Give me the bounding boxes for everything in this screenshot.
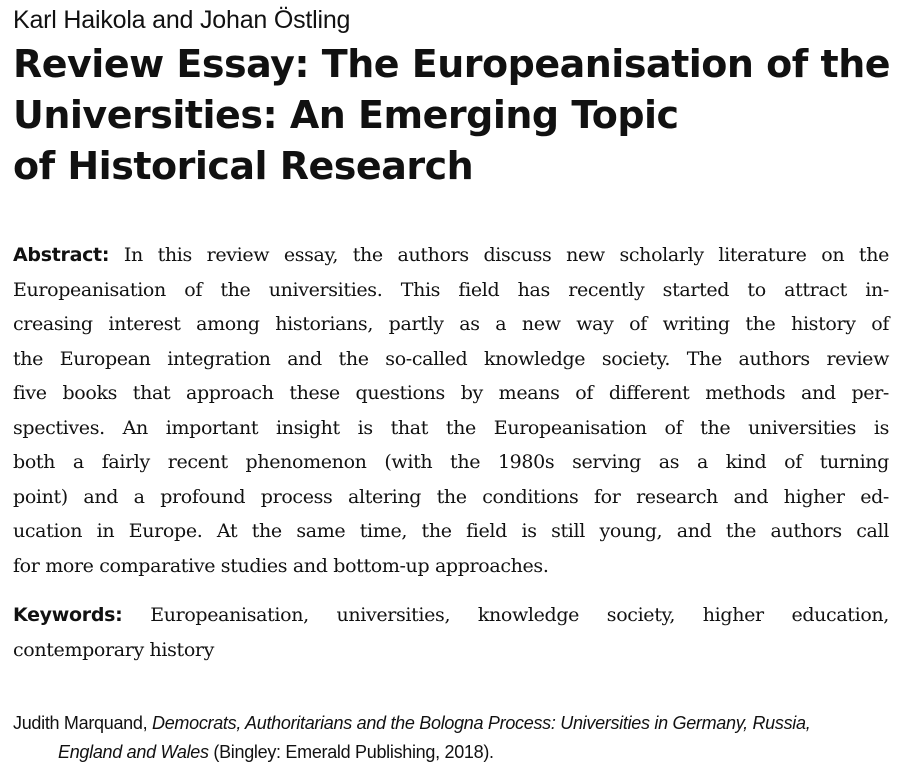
abstract-line: five books that approach these questions by means of different methods and per- bbox=[13, 382, 889, 404]
abstract-line bbox=[13, 238, 889, 273]
article-title bbox=[13, 39, 889, 192]
keywords-line: contemporary history bbox=[13, 638, 215, 661]
reference-line-2 bbox=[13, 738, 889, 767]
reference-title: Democrats, Authoritarians and the Bologna Process: Universities in Germany, Russia, bbox=[152, 713, 811, 733]
article-authors: Karl Haikola and Johan Östling bbox=[13, 6, 351, 34]
title-line-1: Review Essay: The Europeanisation of the bbox=[13, 42, 891, 86]
abstract-line: the European integration and the so-called knowledge society. The authors review bbox=[13, 347, 889, 370]
title-line-3: of Historical Research bbox=[13, 144, 474, 188]
abstract-line: spectives. An important insight is that the Europeanisation of the universities is bbox=[13, 416, 889, 439]
abstract-line: point) and a profound process altering the conditions for research and higher ed- bbox=[13, 485, 889, 508]
title-line-2: Universities: An Emerging Topic bbox=[13, 93, 679, 137]
keywords-section bbox=[13, 598, 889, 667]
keywords-label: Keywords: bbox=[13, 604, 123, 626]
abstract-line: creasing interest among historians, partly as a new way of writing the history of bbox=[13, 313, 889, 335]
reference-author: Judith Marquand, bbox=[13, 713, 152, 733]
abstract-line: for more comparative studies and bottom-up approaches. bbox=[13, 554, 549, 577]
abstract-text: In this review essay, the authors discuss new scholarly literature on the bbox=[123, 244, 889, 266]
book-reference bbox=[13, 709, 889, 767]
reference-title-cont: England and Wales bbox=[58, 742, 209, 762]
keywords-line bbox=[13, 598, 889, 633]
abstract-label: Abstract: bbox=[13, 244, 110, 266]
article-page bbox=[13, 0, 889, 767]
abstract-line: Europeanisation of the universities. This field has recently started to attract in- bbox=[13, 278, 889, 301]
abstract-line: both a fairly recent phenomenon (with the 1980s serving as a kind of turning bbox=[13, 451, 889, 473]
keywords-text: Europeanisation, universities, knowledge society, higher education, bbox=[150, 604, 889, 626]
reference-line-1 bbox=[13, 709, 889, 738]
abstract-line: ucation in Europe. At the same time, the field is still young, and the authors call bbox=[13, 520, 889, 542]
reference-publication: (Bingley: Emerald Publishing, 2018). bbox=[208, 742, 494, 762]
abstract-section bbox=[13, 238, 889, 583]
